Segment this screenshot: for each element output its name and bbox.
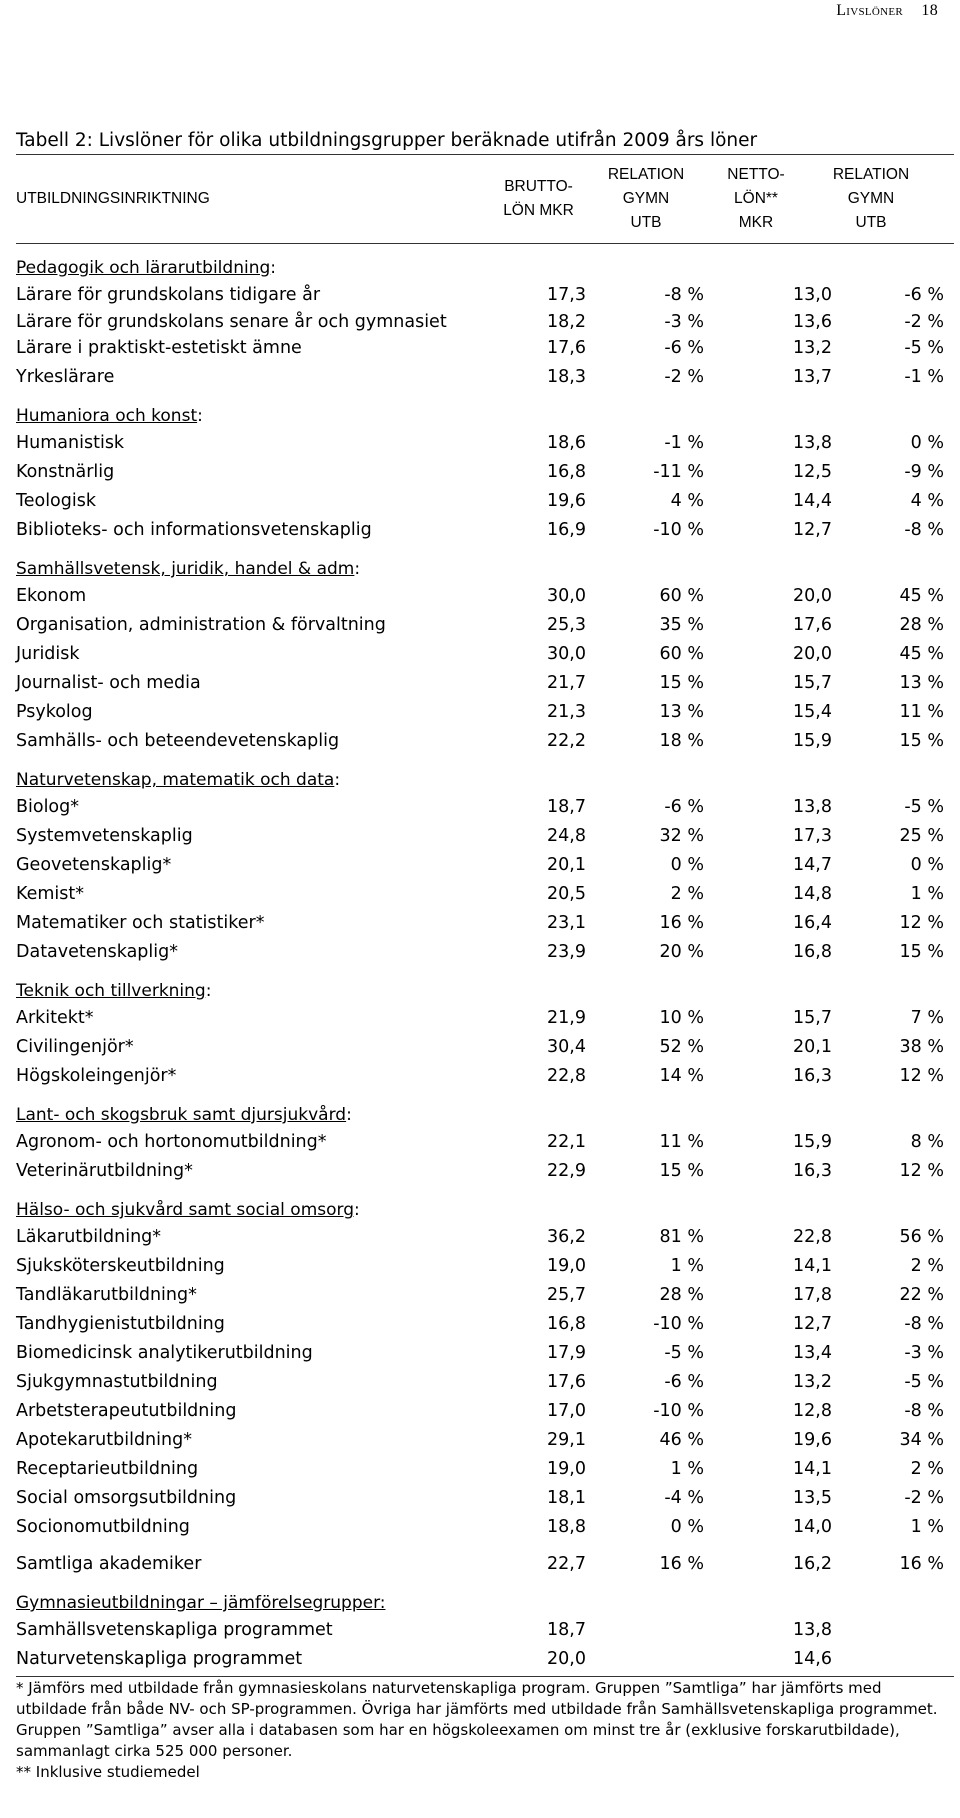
row-brutto: 21,3 <box>547 702 586 722</box>
row-label: Tandläkarutbildning* <box>16 1285 197 1305</box>
row-label: Konstnärlig <box>16 462 115 482</box>
table-row <box>16 516 954 545</box>
table-row <box>16 458 954 487</box>
row-relation-brutto: 32 % <box>659 826 704 846</box>
row-label: Apotekarutbildning* <box>16 1430 192 1450</box>
group-title-text: Pedagogik och lärarutbildning <box>16 258 271 278</box>
footnotes <box>16 1676 954 1783</box>
header-utbildningsinriktning: UTBILDNINGSINRIKTNING <box>16 190 210 207</box>
row-relation-netto: 34 % <box>899 1430 944 1450</box>
row-brutto: 17,6 <box>547 1372 586 1392</box>
row-label: Yrkeslärare <box>16 367 115 387</box>
table-row <box>16 880 954 909</box>
row-relation-brutto: 1 % <box>670 1256 704 1276</box>
row-brutto: 19,0 <box>547 1459 586 1479</box>
row-relation-netto: 11 % <box>899 702 944 722</box>
row-netto: 17,8 <box>793 1285 832 1305</box>
row-netto: 20,1 <box>793 1037 832 1057</box>
group-title: Pedagogik och lärarutbildning: <box>16 258 276 278</box>
row-brutto: 17,9 <box>547 1343 586 1363</box>
row-netto: 15,9 <box>793 731 832 751</box>
row-relation-brutto: 60 % <box>659 586 704 606</box>
table-row <box>16 1368 954 1397</box>
row-relation-brutto: 46 % <box>659 1430 704 1450</box>
row-label: Tandhygienistutbildning <box>16 1314 225 1334</box>
row-relation-netto: 25 % <box>899 826 944 846</box>
row-relation-netto: -2 % <box>904 312 944 332</box>
table-row <box>16 363 954 392</box>
row-relation-brutto: 11 % <box>659 1132 704 1152</box>
row-netto: 14,1 <box>793 1459 832 1479</box>
row-label: Samhällsvetenskapliga programmet <box>16 1620 333 1640</box>
row-netto: 14,7 <box>793 855 832 875</box>
table-row <box>16 1426 954 1455</box>
row-relation-netto: -8 % <box>904 1314 944 1334</box>
group-title-text: Humaniora och konst <box>16 406 198 426</box>
table-row <box>16 669 954 698</box>
row-netto: 19,6 <box>793 1430 832 1450</box>
footnote-asterisk: * Jämförs med utbildade från gymnasieskolans naturvetenskapliga program. Gruppen ”Samtliga” har jämförts med utbildade från både NV- och SP-programmen. Övriga har jämförts med utbildade från Samhällsvetenskapliga programmet. <box>16 1679 938 1718</box>
table-row <box>16 1281 954 1310</box>
group-title-text: Teknik och tillverkning <box>16 981 206 1001</box>
table-row <box>16 487 954 516</box>
table-row <box>16 429 954 458</box>
row-relation-netto: 45 % <box>899 644 944 664</box>
row-relation-brutto: 52 % <box>659 1037 704 1057</box>
row-label: Naturvetenskapliga programmet <box>16 1649 303 1669</box>
row-relation-netto: -6 % <box>904 285 944 305</box>
row-brutto: 29,1 <box>547 1430 586 1450</box>
row-netto: 13,8 <box>793 433 832 453</box>
header-relation-netto: RELATION GYMN UTB <box>832 166 910 231</box>
row-brutto: 18,8 <box>547 1517 586 1537</box>
row-relation-netto: -3 % <box>904 1343 944 1363</box>
row-brutto: 20,0 <box>547 1649 586 1669</box>
row-relation-netto: -8 % <box>904 520 944 540</box>
row-brutto: 22,9 <box>547 1161 586 1181</box>
row-brutto: 22,8 <box>547 1066 586 1086</box>
row-label: Biomedicinsk analytikerutbildning <box>16 1343 313 1363</box>
row-relation-brutto: 16 % <box>659 913 704 933</box>
row-label: Datavetenskaplig* <box>16 942 178 962</box>
row-brutto: 30,0 <box>547 644 586 664</box>
row-relation-netto: -2 % <box>904 1488 944 1508</box>
table-row <box>16 310 954 334</box>
row-netto: 22,8 <box>793 1227 832 1247</box>
header-bruttolon: BRUTTO- LÖN MKR <box>503 178 574 219</box>
row-relation-netto: 12 % <box>899 913 944 933</box>
row-relation-brutto: 0 % <box>670 855 704 875</box>
row-relation-netto: 28 % <box>899 615 944 635</box>
row-label: Ekonom <box>16 586 87 606</box>
row-brutto: 19,0 <box>547 1256 586 1276</box>
row-relation-brutto: 0 % <box>670 1517 704 1537</box>
row-relation-netto: 15 % <box>899 731 944 751</box>
salary-table <box>16 130 954 1783</box>
row-brutto: 23,9 <box>547 942 586 962</box>
comparison-group-title <box>16 1591 954 1615</box>
header-relation-brutto: RELATION GYMN UTB <box>607 166 685 231</box>
table-row <box>16 1157 954 1186</box>
row-brutto: 25,7 <box>547 1285 586 1305</box>
header-nettolon: NETTO- LÖN** MKR <box>727 166 785 231</box>
row-relation-brutto: -10 % <box>653 520 704 540</box>
row-relation-netto: 0 % <box>910 855 944 875</box>
table-row <box>16 334 954 363</box>
table-caption: Tabell 2: Livslöner för olika utbildningsgrupper beräknade utifrån 2009 års löner <box>16 130 954 155</box>
row-label: Psykolog <box>16 702 93 722</box>
row-relation-brutto: 20 % <box>659 942 704 962</box>
group-title-text: Hälso- och sjukvård samt social omsorg <box>16 1200 354 1220</box>
row-relation-netto: -9 % <box>904 462 944 482</box>
total-brutto: 22,7 <box>547 1554 586 1574</box>
row-relation-netto: 56 % <box>899 1227 944 1247</box>
row-relation-brutto: 4 % <box>670 491 704 511</box>
row-relation-brutto: 18 % <box>659 731 704 751</box>
row-label: Geovetenskaplig* <box>16 855 172 875</box>
row-netto: 13,8 <box>793 797 832 817</box>
group-title: Lant- och skogsbruk samt djursjukvård: <box>16 1105 352 1125</box>
table-body <box>16 256 954 1542</box>
row-relation-brutto: 15 % <box>659 1161 704 1181</box>
row-label: Humanistisk <box>16 433 125 453</box>
table-row <box>16 611 954 640</box>
row-label: Biblioteks- och informationsvetenskaplig <box>16 520 372 540</box>
row-relation-netto: -1 % <box>904 367 944 387</box>
total-netto: 16,2 <box>793 1554 832 1574</box>
row-netto: 13,6 <box>793 312 832 332</box>
row-brutto: 18,1 <box>547 1488 586 1508</box>
table-row <box>16 1223 954 1252</box>
row-brutto: 17,3 <box>547 285 586 305</box>
row-brutto: 25,3 <box>547 615 586 635</box>
row-brutto: 16,8 <box>547 1314 586 1334</box>
table-row <box>16 1339 954 1368</box>
row-relation-brutto: 14 % <box>659 1066 704 1086</box>
row-relation-netto: -8 % <box>904 1401 944 1421</box>
table-row <box>16 1310 954 1339</box>
row-brutto: 16,8 <box>547 462 586 482</box>
table-row <box>16 698 954 727</box>
total-row <box>16 1550 954 1579</box>
row-label: Systemvetenskaplig <box>16 826 193 846</box>
row-relation-netto: -5 % <box>904 1372 944 1392</box>
total-label: Samtliga akademiker <box>16 1554 202 1574</box>
table-row <box>16 1128 954 1157</box>
row-label: Kemist* <box>16 884 85 904</box>
row-relation-netto: 1 % <box>910 1517 944 1537</box>
group-title: Humaniora och konst: <box>16 406 203 426</box>
row-relation-brutto: -8 % <box>664 285 704 305</box>
row-label: Sjukgymnastutbildning <box>16 1372 218 1392</box>
footnote-double-asterisk: ** Inklusive studiemedel <box>16 1763 200 1781</box>
row-netto: 16,8 <box>793 942 832 962</box>
row-brutto: 30,4 <box>547 1037 586 1057</box>
comparison-title-text: Gymnasieutbildningar – jämförelsegrupper: <box>16 1593 386 1613</box>
row-relation-brutto: -10 % <box>653 1401 704 1421</box>
row-relation-netto: 2 % <box>910 1256 944 1276</box>
row-netto: 17,6 <box>793 615 832 635</box>
row-netto: 12,8 <box>793 1401 832 1421</box>
row-relation-netto: 22 % <box>899 1285 944 1305</box>
table-row <box>16 938 954 967</box>
group-title-text: Samhällsvetensk, juridik, handel & adm <box>16 559 355 579</box>
row-brutto: 18,3 <box>547 367 586 387</box>
table-row <box>16 1484 954 1513</box>
row-relation-brutto: 81 % <box>659 1227 704 1247</box>
row-label: Civilingenjör* <box>16 1037 134 1057</box>
row-relation-netto: 12 % <box>899 1161 944 1181</box>
row-brutto: 19,6 <box>547 491 586 511</box>
table-row <box>16 1455 954 1484</box>
row-relation-netto: 45 % <box>899 586 944 606</box>
row-brutto: 18,7 <box>547 1620 586 1640</box>
row-relation-brutto: -11 % <box>653 462 704 482</box>
comparison-row <box>16 1645 954 1674</box>
row-relation-netto: 15 % <box>899 942 944 962</box>
row-netto: 14,0 <box>793 1517 832 1537</box>
row-label: Lärare för grundskolans senare år och gymnasiet <box>16 312 447 332</box>
row-brutto: 30,0 <box>547 586 586 606</box>
table-row <box>16 1004 954 1033</box>
row-label: Organisation, administration & förvaltning <box>16 615 386 635</box>
row-relation-netto: 38 % <box>899 1037 944 1057</box>
row-netto: 13,2 <box>793 338 832 358</box>
row-label: Matematiker och statistiker* <box>16 913 265 933</box>
row-brutto: 24,8 <box>547 826 586 846</box>
table-row <box>16 640 954 669</box>
row-relation-netto: -5 % <box>904 338 944 358</box>
row-netto: 20,0 <box>793 586 832 606</box>
row-label: Samhälls- och beteendevetenskaplig <box>16 731 340 751</box>
row-netto: 20,0 <box>793 644 832 664</box>
row-label: Lärare för grundskolans tidigare år <box>16 285 321 305</box>
row-brutto: 21,9 <box>547 1008 586 1028</box>
table-row <box>16 1252 954 1281</box>
table-row <box>16 1033 954 1062</box>
row-label: Arbetsterapeututbildning <box>16 1401 237 1421</box>
table-row <box>16 822 954 851</box>
row-relation-brutto: -4 % <box>664 1488 704 1508</box>
group-title-text: Naturvetenskap, matematik och data <box>16 770 335 790</box>
table-row <box>16 793 954 822</box>
row-relation-netto: 12 % <box>899 1066 944 1086</box>
row-label: Juridisk <box>16 644 80 664</box>
table-row <box>16 1513 954 1542</box>
row-netto: 14,4 <box>793 491 832 511</box>
table-row <box>16 281 954 310</box>
row-relation-brutto: 10 % <box>659 1008 704 1028</box>
row-brutto: 20,5 <box>547 884 586 904</box>
row-brutto: 16,9 <box>547 520 586 540</box>
comparison-rows <box>16 1616 954 1674</box>
row-label: Journalist- och media <box>16 673 201 693</box>
row-brutto: 17,6 <box>547 338 586 358</box>
row-relation-brutto: -2 % <box>664 367 704 387</box>
row-brutto: 18,6 <box>547 433 586 453</box>
row-relation-netto: 8 % <box>910 1132 944 1152</box>
row-brutto: 20,1 <box>547 855 586 875</box>
row-relation-brutto: -1 % <box>664 433 704 453</box>
row-relation-netto: 4 % <box>910 491 944 511</box>
row-netto: 15,9 <box>793 1132 832 1152</box>
row-brutto: 21,7 <box>547 673 586 693</box>
row-relation-netto: 0 % <box>910 433 944 453</box>
row-relation-brutto: -6 % <box>664 1372 704 1392</box>
row-relation-netto: 2 % <box>910 1459 944 1479</box>
row-relation-brutto: -3 % <box>664 312 704 332</box>
row-relation-brutto: 28 % <box>659 1285 704 1305</box>
row-brutto: 17,0 <box>547 1401 586 1421</box>
row-label: Lärare i praktiskt-estetiskt ämne <box>16 338 302 358</box>
group-title: Samhällsvetensk, juridik, handel & adm: <box>16 559 361 579</box>
row-brutto: 23,1 <box>547 913 586 933</box>
running-head <box>836 2 938 20</box>
row-label: Biolog* <box>16 797 80 817</box>
row-netto: 13,8 <box>793 1620 832 1640</box>
row-brutto: 22,1 <box>547 1132 586 1152</box>
row-label: Agronom- och hortonomutbildning* <box>16 1132 327 1152</box>
row-relation-brutto: 13 % <box>659 702 704 722</box>
table-row <box>16 727 954 756</box>
row-label: Teologisk <box>16 491 96 511</box>
row-label: Social omsorgsutbildning <box>16 1488 237 1508</box>
row-relation-brutto: 15 % <box>659 673 704 693</box>
table-row <box>16 851 954 880</box>
running-head-title: Livslöner <box>836 2 904 19</box>
row-label: Läkarutbildning* <box>16 1227 162 1247</box>
row-netto: 16,3 <box>793 1161 832 1181</box>
group-title: Naturvetenskap, matematik och data: <box>16 770 341 790</box>
comparison-row <box>16 1616 954 1645</box>
row-netto: 12,7 <box>793 520 832 540</box>
row-relation-brutto: -5 % <box>664 1343 704 1363</box>
row-relation-brutto: -6 % <box>664 338 704 358</box>
row-netto: 15,4 <box>793 702 832 722</box>
row-relation-netto: -5 % <box>904 797 944 817</box>
table-row <box>16 1062 954 1091</box>
row-relation-netto: 1 % <box>910 884 944 904</box>
row-brutto: 36,2 <box>547 1227 586 1247</box>
group-title: Teknik och tillverkning: <box>16 981 212 1001</box>
row-netto: 14,1 <box>793 1256 832 1276</box>
table-row <box>16 1397 954 1426</box>
footnote-samtliga: Gruppen ”Samtliga” avser alla i databasen som har en högskoleexamen om minst tre år (exklusive forskarutbildade), sammanlagt cirka 525 000 personer. <box>16 1721 900 1760</box>
row-relation-brutto: -10 % <box>653 1314 704 1334</box>
row-brutto: 18,2 <box>547 312 586 332</box>
row-netto: 13,2 <box>793 1372 832 1392</box>
row-netto: 14,8 <box>793 884 832 904</box>
row-brutto: 22,2 <box>547 731 586 751</box>
page-number: 18 <box>921 2 938 19</box>
row-relation-brutto: 1 % <box>670 1459 704 1479</box>
row-netto: 16,4 <box>793 913 832 933</box>
row-netto: 14,6 <box>793 1649 832 1669</box>
row-netto: 15,7 <box>793 673 832 693</box>
table-row <box>16 909 954 938</box>
row-label: Veterinärutbildning* <box>16 1161 193 1181</box>
group-title: Hälso- och sjukvård samt social omsorg: <box>16 1200 360 1220</box>
table-row <box>16 582 954 611</box>
row-netto: 13,7 <box>793 367 832 387</box>
row-netto: 12,5 <box>793 462 832 482</box>
row-netto: 13,5 <box>793 1488 832 1508</box>
row-relation-brutto: 2 % <box>670 884 704 904</box>
row-label: Arkitekt* <box>16 1008 94 1028</box>
row-relation-brutto: -6 % <box>664 797 704 817</box>
row-netto: 17,3 <box>793 826 832 846</box>
row-relation-brutto: 35 % <box>659 615 704 635</box>
total-relation-brutto: 16 % <box>659 1554 704 1574</box>
row-label: Högskoleingenjör* <box>16 1066 177 1086</box>
row-netto: 13,0 <box>793 285 832 305</box>
row-netto: 16,3 <box>793 1066 832 1086</box>
row-netto: 13,4 <box>793 1343 832 1363</box>
row-relation-brutto: 60 % <box>659 644 704 664</box>
total-relation-netto: 16 % <box>899 1554 944 1574</box>
row-relation-netto: 13 % <box>899 673 944 693</box>
row-label: Socionomutbildning <box>16 1517 190 1537</box>
group-title-text: Lant- och skogsbruk samt djursjukvård <box>16 1105 347 1125</box>
row-label: Receptarieutbildning <box>16 1459 199 1479</box>
table-header-row <box>16 155 954 244</box>
row-brutto: 18,7 <box>547 797 586 817</box>
row-netto: 15,7 <box>793 1008 832 1028</box>
row-relation-netto: 7 % <box>910 1008 944 1028</box>
row-label: Sjuksköterskeutbildning <box>16 1256 225 1276</box>
row-netto: 12,7 <box>793 1314 832 1334</box>
